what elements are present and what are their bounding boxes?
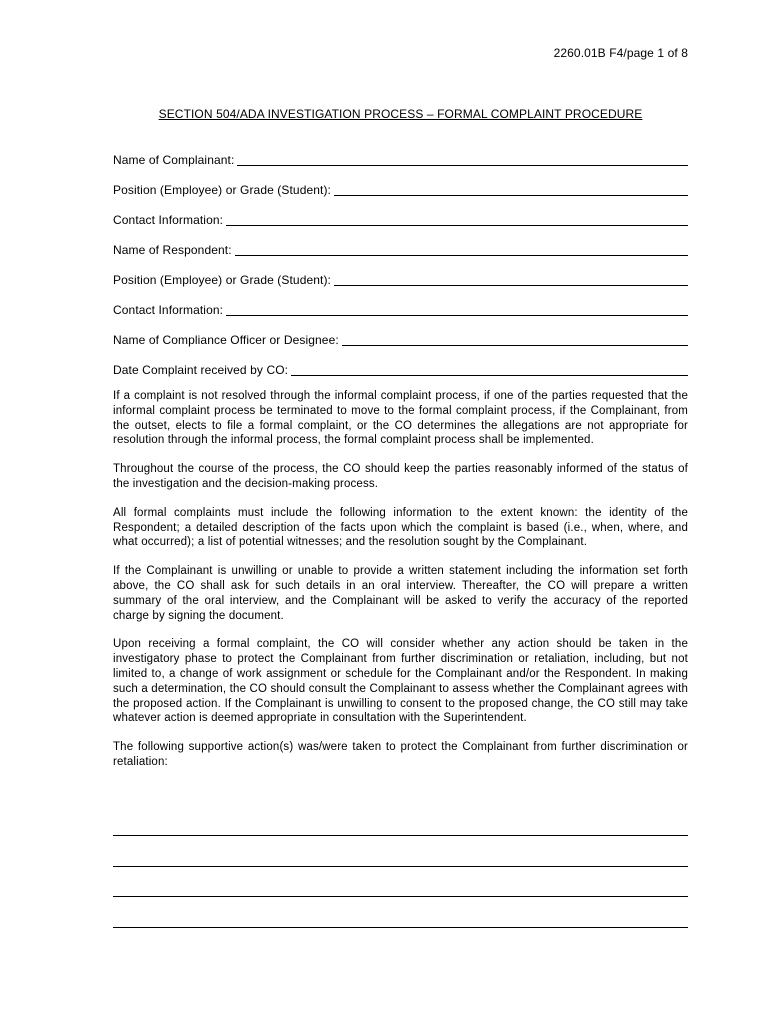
respondent-contact-input[interactable]	[226, 303, 688, 316]
field-label: Contact Information:	[113, 303, 224, 317]
supportive-action-line-4[interactable]	[113, 914, 688, 928]
supportive-action-line-1[interactable]	[113, 822, 688, 836]
field-respondent-name[interactable]	[113, 241, 688, 271]
paragraph-keep-informed: Throughout the course of the process, the CO should keep the parties reasonably informed of the status of the investigation and the decision-making process.	[113, 463, 688, 490]
field-label: Contact Information:	[113, 213, 224, 227]
field-respondent-position[interactable]	[113, 271, 688, 301]
paragraph-required-info: All formal complaints must include the following information to the extent known: the identity of the Respondent; a detailed description of the facts upon which the complaint is based (i.e., when, where, and what occurred); a list of potential witnesses; and the resolution sought by the Complainant.	[113, 506, 688, 549]
supportive-actions-lines	[113, 822, 688, 944]
respondent-position-input[interactable]	[334, 273, 688, 286]
paragraph-formal-process: If a complaint is not resolved through the informal complaint process, if one of the parties requested that the informal complaint process be terminated to move to the formal complaint process, if the Complainant, from the outset, elects to file a formal complaint, or the CO determines the allegations are not appropriate for resolution through the informal process, the formal complaint process shall be implemented.	[113, 390, 688, 447]
field-compliance-officer[interactable]	[113, 331, 688, 361]
field-label: Name of Compliance Officer or Designee:	[113, 333, 339, 347]
field-complainant-position[interactable]	[113, 181, 688, 211]
field-label: Date Complaint received by CO:	[113, 363, 289, 377]
document-title: SECTION 504/ADA INVESTIGATION PROCESS – FORMAL COMPLAINT PROCEDURE	[158, 107, 643, 121]
complainant-name-input[interactable]	[237, 153, 688, 166]
complaint-fields	[113, 151, 688, 391]
field-complainant-contact[interactable]	[113, 211, 688, 241]
field-label: Position (Employee) or Grade (Student):	[113, 183, 331, 197]
date-received-input[interactable]	[291, 363, 688, 376]
compliance-officer-input[interactable]	[342, 333, 688, 346]
field-label: Name of Respondent:	[113, 243, 232, 257]
complainant-position-input[interactable]	[334, 183, 688, 196]
field-label: Name of Complainant:	[113, 153, 235, 167]
paragraph-oral-interview: If the Complainant is unwilling or unable to provide a written statement including the information set forth above, the CO shall ask for such details in an oral interview. Thereafter, the CO will prepare a written summary of the oral interview, and the Complainant will be asked to verify the accuracy of the reported charge by signing the document.	[113, 565, 688, 622]
supportive-action-line-3[interactable]	[113, 883, 688, 897]
field-date-received[interactable]	[113, 361, 688, 391]
complainant-contact-input[interactable]	[226, 213, 688, 226]
procedure-text	[113, 389, 688, 784]
field-complainant-name[interactable]	[113, 151, 688, 181]
paragraph-protective-action: Upon receiving a formal complaint, the CO will consider whether any action should be taken in the investigatory phase to protect the Complainant from further discrimination or retaliation, including, but not limited to, a change of work assignment or schedule for the Complainant and/or the Respondent. In making such a determination, the CO should consult the Complainant to assess whether the Complainant agrees with the proposed action. If the Complainant is unwilling to consent to the proposed change, the CO still may take whatever action is deemed appropriate in consultation with the Superintendent.	[113, 638, 688, 725]
paragraph-supportive-actions: The following supportive action(s) was/were taken to protect the Complainant from further discrimination or retaliation:	[113, 741, 688, 768]
respondent-name-input[interactable]	[235, 243, 688, 256]
field-respondent-contact[interactable]	[113, 301, 688, 331]
page-reference: 2260.01B F4/page 1 of 8	[553, 46, 688, 60]
supportive-action-line-2[interactable]	[113, 853, 688, 867]
field-label: Position (Employee) or Grade (Student):	[113, 273, 331, 287]
